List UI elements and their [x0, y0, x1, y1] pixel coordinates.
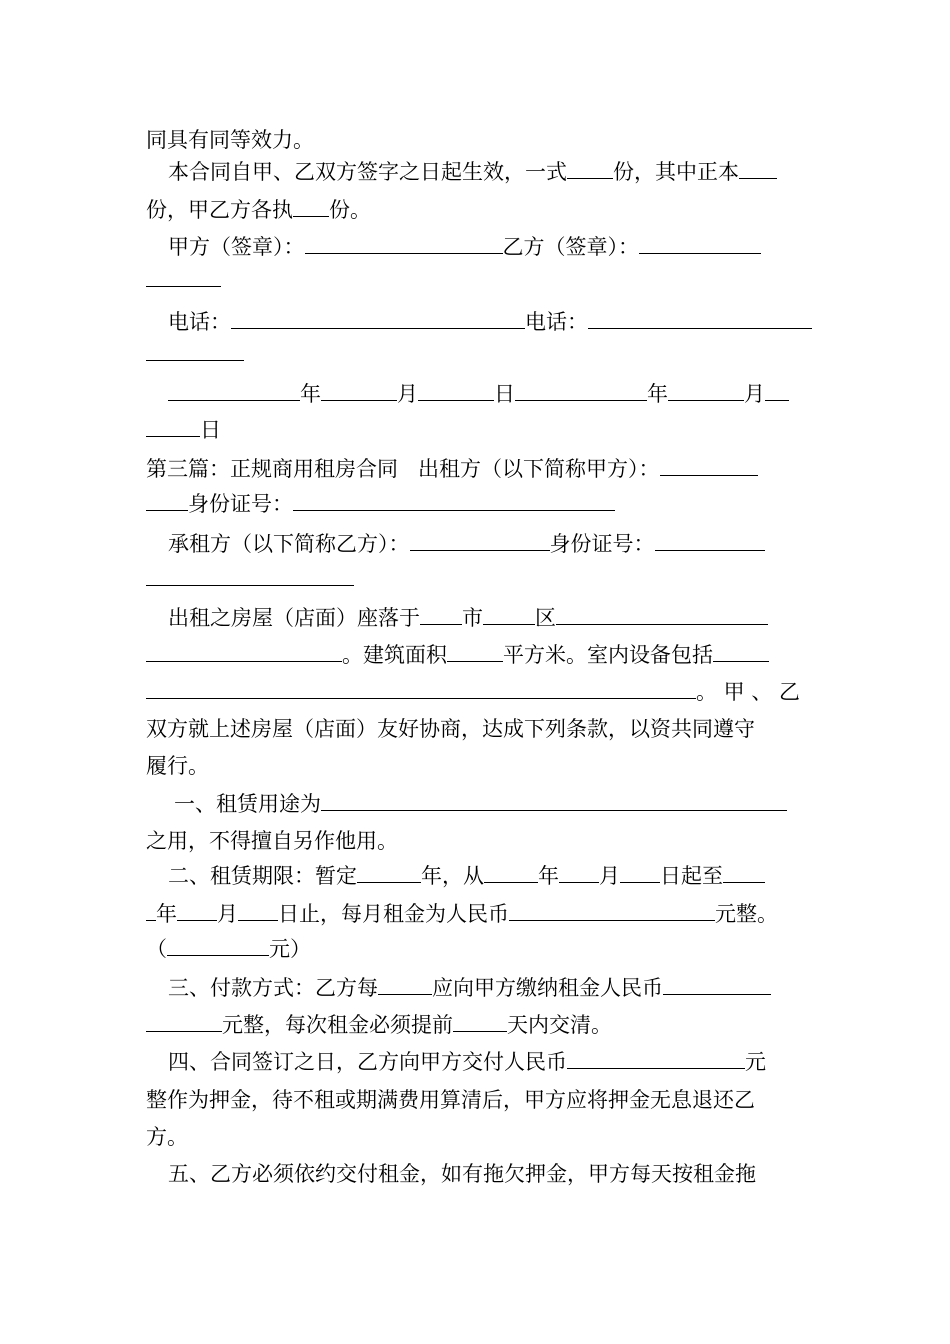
paragraph-line: 元整，每次租金必须提前 天内交清。	[146, 1011, 612, 1039]
blank-line	[146, 340, 244, 361]
blank-line	[321, 380, 397, 401]
blank-line	[660, 455, 758, 476]
blank-line	[567, 158, 613, 179]
blank-line	[723, 862, 765, 883]
clause-1-line: 一、租赁用途为	[174, 790, 787, 818]
blank-line	[453, 1011, 507, 1032]
blank-line	[765, 380, 789, 401]
date-line: 年 月 日 年 月	[168, 380, 789, 408]
paragraph-line: 日	[146, 416, 221, 444]
blank-line	[739, 158, 777, 179]
blank-line	[447, 641, 503, 662]
clause-4-line: 四、合同签订之日，乙方向甲方交付人民币 元	[168, 1050, 766, 1074]
paragraph-line: 份，甲乙方各执 份。	[146, 198, 371, 222]
blank-line	[588, 308, 812, 329]
paragraph-line: 双方就上述房屋（店面）友好协商，达成下列条款，以资共同遵守	[146, 717, 755, 741]
blank-line	[378, 974, 432, 995]
blank-line	[357, 862, 421, 883]
paragraph-line: 整作为押金，待不租或期满费用算清后，甲方应将押金无息退还乙	[146, 1088, 755, 1112]
blank-line	[713, 641, 769, 662]
blank-line	[305, 233, 503, 254]
blank-line	[293, 490, 615, 511]
blank-line	[167, 935, 269, 956]
paragraph-line: 本合同自甲、乙双方签字之日起生效，一式 份，其中正本	[168, 158, 777, 186]
phone-line: 电话： 电话：	[168, 308, 812, 336]
blank-line	[663, 974, 771, 995]
blank-line	[146, 678, 696, 699]
blank-line	[231, 308, 525, 329]
paragraph-line: 年 月 日止，每月租金为人民币 元整。	[146, 900, 778, 928]
paragraph-line: 身份证号：	[146, 490, 615, 518]
blank-line	[410, 530, 550, 551]
blank-line	[668, 380, 744, 401]
blank-line	[484, 862, 538, 883]
paragraph-line: 承租方（以下简称乙方）： 身份证号：	[168, 530, 765, 558]
blank-line	[146, 490, 188, 511]
blank-line	[655, 530, 765, 551]
blank-line	[168, 380, 300, 401]
blank-line	[146, 416, 200, 437]
paragraph-line	[146, 565, 354, 593]
clause-5-line: 五、乙方必须依约交付租金，如有拖欠押金，甲方每天按租金拖	[168, 1162, 756, 1186]
blank-line	[556, 604, 768, 625]
blank-line	[238, 900, 278, 921]
blank-line	[420, 604, 462, 625]
blank-line	[620, 862, 660, 883]
paragraph-line: 方。	[146, 1125, 188, 1149]
paragraph-line: 。建筑面积 平方米。室内设备包括	[146, 641, 769, 669]
paragraph-line: 同具有同等效力。	[146, 128, 314, 152]
blank-line	[483, 604, 535, 625]
blank-line	[177, 900, 217, 921]
blank-line	[293, 196, 329, 217]
paragraph-line	[146, 266, 221, 294]
paragraph-line: 之用，不得擅自另作他用。	[146, 829, 398, 853]
paragraph-line: 出租之房屋（店面）座落于 市 区	[168, 604, 768, 632]
blank-line	[639, 233, 761, 254]
blank-line	[509, 900, 715, 921]
signature-line-party-a: 甲方（签章）： 乙方（签章）：	[168, 233, 761, 261]
blank-line	[321, 790, 787, 811]
paragraph-line: 履行。	[146, 754, 209, 778]
paragraph-line: （ 元）	[146, 937, 311, 961]
blank-line	[567, 1048, 745, 1069]
blank-line	[146, 565, 354, 586]
blank-line	[515, 380, 647, 401]
paragraph-line	[146, 340, 244, 368]
blank-line	[146, 266, 221, 287]
blank-line	[559, 862, 599, 883]
blank-line	[418, 380, 494, 401]
clause-3-line: 三、付款方式：乙方每 应向甲方缴纳租金人民币	[168, 974, 771, 1002]
blank-line	[146, 1011, 222, 1032]
section-heading-line: 第三篇：正规商用租房合同 出租方（以下简称甲方）：	[146, 455, 758, 483]
clause-2-line: 二、租赁期限：暂定 年，从 年 月 日起至	[168, 862, 765, 890]
blank-line	[146, 641, 342, 662]
paragraph-line: 。 甲 、 乙	[146, 678, 800, 706]
blank-line	[146, 900, 156, 921]
